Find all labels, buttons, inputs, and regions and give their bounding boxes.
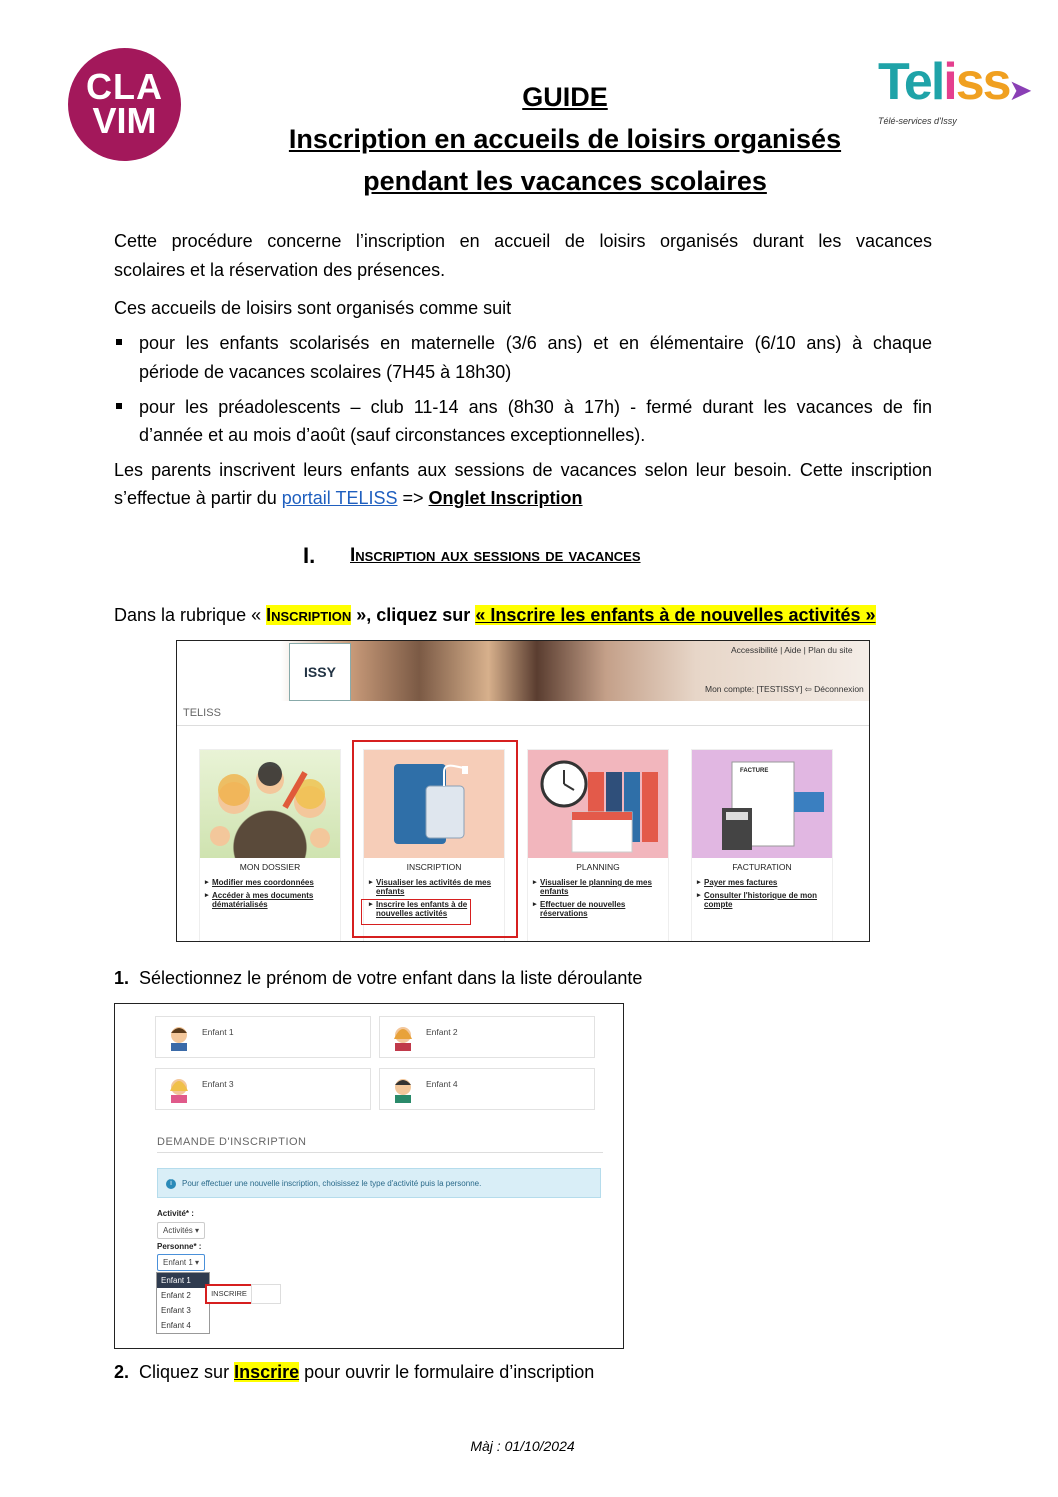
card-link[interactable]: ▸ Payer mes factures bbox=[698, 878, 826, 887]
step2 bbox=[114, 1358, 594, 1387]
card-caption: PLANNING bbox=[576, 862, 620, 872]
guide-subtitle-1: Inscription en accueils de loisirs organisés bbox=[288, 124, 842, 154]
calendar-clock-icon bbox=[528, 750, 668, 858]
step2-pre: Cliquez sur bbox=[139, 1362, 235, 1382]
activity-label: Activité* : bbox=[157, 1209, 194, 1218]
girl-avatar-icon bbox=[168, 1077, 190, 1103]
card-link[interactable]: ▸ Effectuer de nouvelles réservations bbox=[534, 900, 662, 918]
bullet2-line2: d’année et au mois d’août (sauf circonstances exceptionnelles). bbox=[139, 425, 646, 445]
info-text: Pour effectuer une nouvelle inscription, choisissez le type d'activité puis la personne. bbox=[182, 1179, 482, 1188]
demande-title: DEMANDE D'INSCRIPTION bbox=[157, 1136, 307, 1148]
teliss-logo-subtitle: Télé-services d'Issy bbox=[878, 116, 957, 126]
intro-list-lead: Ces accueils de loisirs sont organisés comme suit bbox=[114, 298, 512, 318]
step1-text: Sélectionnez le prénom de votre enfant dans la liste déroulante bbox=[139, 968, 643, 988]
person-select[interactable]: Enfant 1 ▾ bbox=[157, 1254, 205, 1271]
section-title: Inscription aux sessions de vacances bbox=[350, 545, 641, 566]
step2-highlight: Inscrire bbox=[234, 1362, 300, 1382]
secondary-button[interactable] bbox=[251, 1284, 281, 1304]
inscription-tab-ref: Onglet Inscription bbox=[428, 488, 583, 508]
person-label: Personne* : bbox=[157, 1242, 202, 1251]
dropdown-option[interactable]: Enfant 3 bbox=[161, 1306, 191, 1315]
divider bbox=[177, 725, 869, 726]
bullet-marker bbox=[116, 403, 122, 409]
teliss-logo-word: Teliss➤ bbox=[878, 53, 1030, 111]
info-alert bbox=[157, 1168, 601, 1198]
info-icon: i bbox=[166, 1179, 176, 1189]
inscrire-button[interactable]: INSCRIRE bbox=[205, 1284, 253, 1304]
dropdown-option[interactable]: Enfant 4 bbox=[161, 1321, 191, 1330]
child-card[interactable] bbox=[379, 1068, 595, 1110]
intro-paragraph-line2: scolaires et la réservation des présences. bbox=[114, 260, 446, 280]
bullet-marker bbox=[116, 339, 122, 345]
card-link[interactable]: ▸ Accéder à mes documents dématérialisés bbox=[206, 891, 334, 909]
guide-title: GUIDE bbox=[522, 82, 608, 112]
lead-mid: », cliquez sur bbox=[351, 605, 476, 625]
activity-select[interactable]: Activités ▾ bbox=[157, 1222, 205, 1239]
portal-paragraph-line2 bbox=[114, 484, 932, 513]
child-name: Enfant 2 bbox=[426, 1027, 458, 1037]
card-link[interactable]: ▸ Consulter l'historique de mon compte bbox=[698, 891, 826, 909]
portal-paragraph-line1: Les parents inscrivent leurs enfants aux sessions de vacances selon leur besoin. Cette inscription bbox=[114, 460, 932, 480]
step1 bbox=[114, 964, 642, 993]
child-card[interactable] bbox=[155, 1016, 371, 1058]
boy-avatar-icon bbox=[168, 1025, 190, 1051]
inscription-form-screenshot bbox=[114, 1003, 624, 1349]
issy-logo: ISSY bbox=[289, 643, 351, 701]
person-dropdown[interactable] bbox=[156, 1272, 210, 1334]
girl-avatar-icon bbox=[392, 1025, 414, 1051]
bullet1-line2: période de vacances scolaires (7H45 à 18h30) bbox=[139, 362, 512, 382]
section-lead bbox=[114, 601, 944, 630]
facture-label: FACTURE bbox=[740, 768, 769, 774]
update-date: Màj : 01/10/2024 bbox=[470, 1438, 575, 1454]
lead-highlight-link: « Inscrire les enfants à de nouvelles activités » bbox=[475, 605, 876, 625]
teliss-breadcrumb: TELISS bbox=[183, 707, 221, 719]
step2-number: 2. bbox=[114, 1362, 130, 1382]
boy-headphones-avatar-icon bbox=[392, 1077, 414, 1103]
step2-post: pour ouvrir le formulaire d’inscription bbox=[299, 1362, 595, 1382]
card-facturation[interactable] bbox=[691, 749, 833, 942]
lead-highlight-inscription: Inscription bbox=[266, 605, 352, 625]
family-illustration-icon bbox=[200, 750, 340, 858]
bullet1-line1: pour les enfants scolarisés en maternelle (3/6 ans) et en élémentaire (6/10 ans) à chaque bbox=[139, 333, 932, 353]
portal-text-arrow: => bbox=[397, 488, 429, 508]
child-card[interactable] bbox=[155, 1068, 371, 1110]
portal-text-pre: s’effectue à partir du bbox=[114, 488, 282, 508]
children-faces-icon bbox=[200, 750, 340, 858]
card-planning[interactable] bbox=[527, 749, 669, 942]
highlight-inscrire-link bbox=[361, 899, 471, 925]
section-numeral: I. bbox=[303, 543, 316, 568]
bullet2-line1: pour les préadolescents – club 11-14 ans (8h30 à 17h) - fermé durant les vacances de fin bbox=[139, 397, 932, 417]
card-link[interactable]: ▸ Visualiser le planning de mes enfants bbox=[534, 878, 662, 896]
teliss-portal-link[interactable]: portail TELISS bbox=[281, 488, 398, 508]
guide-subtitle-2: pendant les vacances scolaires bbox=[363, 166, 767, 196]
child-name: Enfant 4 bbox=[426, 1079, 458, 1089]
card-link-inscrire[interactable]: ▸ Inscrire les enfants à de nouvelles activités bbox=[370, 900, 498, 918]
card-caption: FACTURATION bbox=[732, 862, 792, 872]
account-links[interactable]: Mon compte: [TESTISSY] ⇦ Déconnexion bbox=[705, 684, 864, 694]
card-link[interactable]: ▸ Modifier mes coordonnées bbox=[206, 878, 334, 887]
card-link[interactable]: ▸ Visualiser les activités de mes enfants bbox=[370, 878, 498, 896]
invoice-calculator-icon bbox=[692, 750, 832, 858]
child-name: Enfant 1 bbox=[202, 1027, 234, 1037]
lead-pre: Dans la rubrique « bbox=[114, 605, 267, 625]
intro-paragraph-line1: Cette procédure concerne l’inscription en accueil de loisirs organisés durant les vacances bbox=[114, 231, 932, 251]
card-caption: MON DOSSIER bbox=[239, 862, 301, 872]
clavim-logo-line2: VIM bbox=[92, 100, 157, 141]
child-card[interactable] bbox=[379, 1016, 595, 1058]
top-links[interactable]: Accessibilité | Aide | Plan du site bbox=[731, 645, 853, 655]
teliss-home-screenshot bbox=[176, 640, 870, 942]
child-name: Enfant 3 bbox=[202, 1079, 234, 1089]
divider bbox=[157, 1152, 603, 1153]
clavim-logo-line1: CLA bbox=[86, 66, 163, 107]
card-caption: INSCRIPTION bbox=[406, 862, 462, 872]
step1-number: 1. bbox=[114, 968, 130, 988]
card-mon-dossier[interactable] bbox=[199, 749, 341, 942]
dropdown-option[interactable]: Enfant 2 bbox=[161, 1291, 191, 1300]
dropdown-option-selected[interactable]: Enfant 1 bbox=[157, 1273, 209, 1288]
